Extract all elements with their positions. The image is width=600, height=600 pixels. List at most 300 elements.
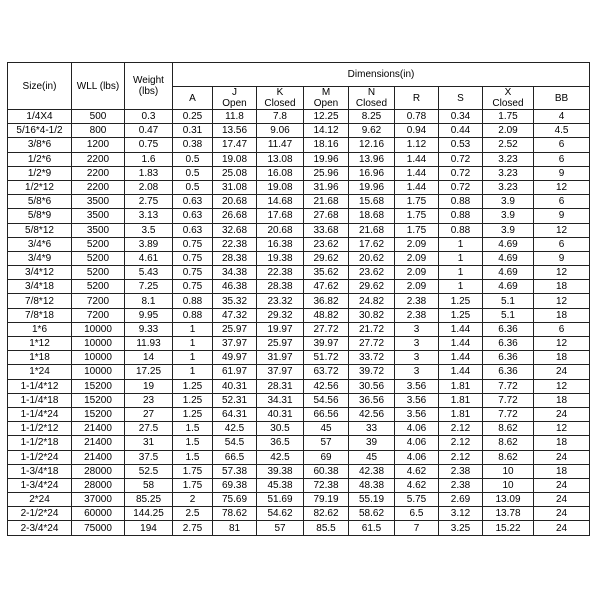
- table-cell: 2.09: [395, 266, 439, 280]
- table-cell: 19.96: [349, 180, 395, 194]
- table-cell: 58: [125, 478, 173, 492]
- table-cell: 78.62: [213, 507, 257, 521]
- table-cell: 21400: [72, 450, 125, 464]
- table-cell: 1.75: [395, 223, 439, 237]
- table-cell: 2.09: [395, 280, 439, 294]
- table-cell: 17.47: [213, 138, 257, 152]
- table-cell: 24: [534, 521, 590, 535]
- table-cell: 0.88: [173, 294, 213, 308]
- table-cell: 18: [534, 280, 590, 294]
- table-cell: 2.5: [173, 507, 213, 521]
- table-cell: 19.08: [257, 180, 304, 194]
- table-cell: 61.97: [213, 365, 257, 379]
- table-cell: 60.38: [304, 464, 349, 478]
- table-cell: 85.5: [304, 521, 349, 535]
- table-cell: 30.56: [349, 379, 395, 393]
- header-x-label: X: [504, 87, 512, 98]
- table-cell: 0.94: [395, 124, 439, 138]
- table-cell: 21.68: [304, 195, 349, 209]
- table-cell: 12: [534, 223, 590, 237]
- table-cell: 7/8*12: [8, 294, 72, 308]
- table-cell: 2*24: [8, 493, 72, 507]
- table-cell: 48.38: [349, 478, 395, 492]
- table-cell: 8.1: [125, 294, 173, 308]
- table-cell: 1.25: [439, 308, 483, 322]
- table-cell: 0.47: [125, 124, 173, 138]
- table-cell: 23.62: [304, 237, 349, 251]
- table-cell: 6.5: [395, 507, 439, 521]
- table-cell: 1: [439, 280, 483, 294]
- table-cell: 0.5: [173, 166, 213, 180]
- table-cell: 26.68: [213, 209, 257, 223]
- shackle-dimensions-table: [7, 62, 590, 536]
- table-cell: 5/8*12: [8, 223, 72, 237]
- table-cell: 23.32: [257, 294, 304, 308]
- table-cell: 3.56: [395, 407, 439, 421]
- header-size: Size(in): [8, 63, 72, 110]
- table-cell: 6.36: [483, 337, 534, 351]
- table-cell: 2-3/4*24: [8, 521, 72, 535]
- table-cell: 1.81: [439, 407, 483, 421]
- header-m-label: M: [321, 87, 331, 98]
- table-cell: 0.75: [173, 237, 213, 251]
- table-row: [8, 195, 590, 209]
- table-cell: 3: [395, 351, 439, 365]
- table-cell: 1: [439, 251, 483, 265]
- table-row: [8, 478, 590, 492]
- spec-table-container: [7, 62, 590, 536]
- table-cell: 1-1/4*18: [8, 393, 72, 407]
- table-cell: 3.23: [483, 180, 534, 194]
- table-cell: 9: [534, 166, 590, 180]
- header-weight-label: Weight: [133, 75, 164, 86]
- header-m-sub: Open: [313, 98, 339, 109]
- table-cell: 1.44: [439, 365, 483, 379]
- header-j-label: J: [232, 87, 237, 98]
- table-cell: 54.5: [213, 436, 257, 450]
- table-row: [8, 237, 590, 251]
- table-cell: 57: [257, 521, 304, 535]
- table-cell: 0.75: [173, 266, 213, 280]
- table-cell: 66.56: [304, 407, 349, 421]
- table-cell: 15200: [72, 407, 125, 421]
- table-cell: 8.62: [483, 436, 534, 450]
- table-cell: 39: [349, 436, 395, 450]
- table-cell: 0.75: [173, 280, 213, 294]
- table-cell: 34.31: [257, 393, 304, 407]
- table-cell: 29.32: [257, 308, 304, 322]
- table-cell: 10000: [72, 351, 125, 365]
- table-cell: 2.38: [395, 294, 439, 308]
- header-n-sub: Closed: [355, 98, 388, 109]
- table-cell: 2.09: [395, 251, 439, 265]
- table-cell: 27.72: [349, 337, 395, 351]
- table-cell: 7.8: [257, 110, 304, 124]
- table-cell: 3500: [72, 195, 125, 209]
- table-cell: 35.32: [213, 294, 257, 308]
- table-cell: 28.38: [257, 280, 304, 294]
- table-cell: 42.5: [213, 422, 257, 436]
- table-cell: 4.69: [483, 280, 534, 294]
- table-cell: 69.38: [213, 478, 257, 492]
- table-cell: 18: [534, 308, 590, 322]
- table-cell: 2.38: [439, 464, 483, 478]
- table-cell: 3: [395, 365, 439, 379]
- table-cell: 1.12: [395, 138, 439, 152]
- table-cell: 2.12: [439, 422, 483, 436]
- table-cell: 3.56: [395, 393, 439, 407]
- table-cell: 3: [395, 337, 439, 351]
- table-cell: 4.69: [483, 237, 534, 251]
- table-cell: 27.72: [304, 322, 349, 336]
- table-cell: 4.06: [395, 422, 439, 436]
- table-cell: 31.96: [304, 180, 349, 194]
- table-body: [8, 110, 590, 536]
- table-row: [8, 166, 590, 180]
- table-cell: 6: [534, 195, 590, 209]
- table-cell: 11.8: [213, 110, 257, 124]
- table-cell: 1.44: [395, 166, 439, 180]
- table-cell: 19.97: [257, 322, 304, 336]
- table-cell: 1.75: [395, 209, 439, 223]
- table-cell: 48.82: [304, 308, 349, 322]
- table-cell: 1.75: [173, 464, 213, 478]
- table-cell: 6: [534, 138, 590, 152]
- table-cell: 58.62: [349, 507, 395, 521]
- header-dimensions: Dimensions(in): [173, 63, 590, 87]
- table-cell: 1-3/4*18: [8, 464, 72, 478]
- table-row: [8, 308, 590, 322]
- table-row: [8, 521, 590, 535]
- table-row: [8, 280, 590, 294]
- table-cell: 27.5: [125, 422, 173, 436]
- table-cell: 18: [534, 464, 590, 478]
- table-cell: 1: [439, 237, 483, 251]
- header-bb: BB: [534, 87, 590, 110]
- table-cell: 3/4*6: [8, 237, 72, 251]
- table-row: [8, 493, 590, 507]
- table-cell: 8.62: [483, 450, 534, 464]
- table-cell: 2.09: [483, 124, 534, 138]
- table-cell: 3.89: [125, 237, 173, 251]
- table-row: [8, 379, 590, 393]
- table-cell: 0.75: [125, 138, 173, 152]
- table-cell: 45: [304, 422, 349, 436]
- table-cell: 12.25: [304, 110, 349, 124]
- table-cell: 45.38: [257, 478, 304, 492]
- table-cell: 2200: [72, 180, 125, 194]
- table-cell: 9.95: [125, 308, 173, 322]
- table-cell: 1*6: [8, 322, 72, 336]
- table-cell: 29.62: [304, 251, 349, 265]
- table-cell: 1-1/2*12: [8, 422, 72, 436]
- table-cell: 33.72: [349, 351, 395, 365]
- table-cell: 4.06: [395, 450, 439, 464]
- table-cell: 1.5: [173, 422, 213, 436]
- table-cell: 1*18: [8, 351, 72, 365]
- table-cell: 66.5: [213, 450, 257, 464]
- table-cell: 10: [483, 478, 534, 492]
- table-cell: 6.36: [483, 351, 534, 365]
- table-cell: 1-1/2*24: [8, 450, 72, 464]
- table-cell: 2.12: [439, 450, 483, 464]
- table-cell: 61.5: [349, 521, 395, 535]
- table-cell: 6: [534, 322, 590, 336]
- table-cell: 0.63: [173, 209, 213, 223]
- header-j-sub: Open: [222, 98, 247, 109]
- table-cell: 2.38: [439, 478, 483, 492]
- table-cell: 37000: [72, 493, 125, 507]
- table-cell: 24: [534, 493, 590, 507]
- table-row: [8, 422, 590, 436]
- table-cell: 15.22: [483, 521, 534, 535]
- table-cell: 7.72: [483, 393, 534, 407]
- table-cell: 42.38: [349, 464, 395, 478]
- table-cell: 12: [534, 422, 590, 436]
- table-cell: 39.38: [257, 464, 304, 478]
- table-cell: 0.72: [439, 180, 483, 194]
- table-cell: 5200: [72, 280, 125, 294]
- table-cell: 24.82: [349, 294, 395, 308]
- table-cell: 5/16*4-1/2: [8, 124, 72, 138]
- table-cell: 4.69: [483, 266, 534, 280]
- table-cell: 18: [534, 351, 590, 365]
- table-cell: 13.08: [257, 152, 304, 166]
- table-cell: 36.56: [349, 393, 395, 407]
- table-cell: 1.75: [483, 110, 534, 124]
- table-cell: 9: [534, 251, 590, 265]
- table-cell: 5200: [72, 237, 125, 251]
- table-cell: 19.08: [213, 152, 257, 166]
- table-cell: 1.83: [125, 166, 173, 180]
- table-cell: 12: [534, 379, 590, 393]
- table-cell: 25.97: [213, 322, 257, 336]
- table-cell: 3.13: [125, 209, 173, 223]
- table-cell: 29.62: [349, 280, 395, 294]
- table-cell: 23.62: [349, 266, 395, 280]
- header-r: R: [395, 87, 439, 110]
- table-cell: 6: [534, 237, 590, 251]
- table-cell: 10000: [72, 365, 125, 379]
- table-row: [8, 209, 590, 223]
- table-cell: 36.82: [304, 294, 349, 308]
- table-cell: 1.75: [395, 195, 439, 209]
- table-cell: 20.62: [349, 251, 395, 265]
- table-cell: 16.08: [257, 166, 304, 180]
- header-weight: [125, 63, 173, 110]
- table-cell: 0.53: [439, 138, 483, 152]
- table-cell: 14.12: [304, 124, 349, 138]
- table-cell: 15200: [72, 379, 125, 393]
- table-cell: 0.88: [439, 195, 483, 209]
- table-cell: 10000: [72, 322, 125, 336]
- table-cell: 1.81: [439, 379, 483, 393]
- table-cell: 27: [125, 407, 173, 421]
- table-cell: 52.5: [125, 464, 173, 478]
- table-cell: 28.38: [213, 251, 257, 265]
- table-cell: 9.33: [125, 322, 173, 336]
- table-cell: 1: [439, 266, 483, 280]
- table-cell: 47.32: [213, 308, 257, 322]
- table-cell: 27.68: [304, 209, 349, 223]
- table-cell: 0.72: [439, 152, 483, 166]
- table-cell: 20.68: [213, 195, 257, 209]
- table-cell: 1.25: [173, 379, 213, 393]
- table-cell: 9: [534, 209, 590, 223]
- table-cell: 19.96: [304, 152, 349, 166]
- table-cell: 33: [349, 422, 395, 436]
- table-cell: 0.63: [173, 223, 213, 237]
- table-cell: 54.56: [304, 393, 349, 407]
- table-cell: 14.68: [257, 195, 304, 209]
- table-cell: 2.75: [173, 521, 213, 535]
- table-cell: 12: [534, 294, 590, 308]
- table-cell: 1.81: [439, 393, 483, 407]
- table-cell: 5.43: [125, 266, 173, 280]
- table-cell: 42.5: [257, 450, 304, 464]
- table-row: [8, 152, 590, 166]
- table-cell: 1*24: [8, 365, 72, 379]
- table-cell: 0.78: [395, 110, 439, 124]
- table-cell: 800: [72, 124, 125, 138]
- table-cell: 1-3/4*24: [8, 478, 72, 492]
- table-cell: 51.72: [304, 351, 349, 365]
- header-j: [213, 87, 257, 110]
- table-cell: 2.75: [125, 195, 173, 209]
- table-cell: 5.1: [483, 308, 534, 322]
- table-row: [8, 450, 590, 464]
- table-cell: 3.9: [483, 223, 534, 237]
- table-cell: 12: [534, 337, 590, 351]
- table-cell: 3/4*9: [8, 251, 72, 265]
- table-cell: 15200: [72, 393, 125, 407]
- table-cell: 36.5: [257, 436, 304, 450]
- table-row: [8, 251, 590, 265]
- table-cell: 45: [349, 450, 395, 464]
- table-cell: 1.5: [173, 436, 213, 450]
- table-cell: 0.31: [173, 124, 213, 138]
- table-cell: 30.82: [349, 308, 395, 322]
- table-cell: 37.97: [257, 365, 304, 379]
- table-cell: 81: [213, 521, 257, 535]
- table-cell: 40.31: [257, 407, 304, 421]
- table-cell: 47.62: [304, 280, 349, 294]
- table-cell: 0.75: [173, 251, 213, 265]
- table-cell: 40.31: [213, 379, 257, 393]
- table-cell: 12: [534, 266, 590, 280]
- table-cell: 3/4*12: [8, 266, 72, 280]
- table-cell: 3.56: [395, 379, 439, 393]
- table-cell: 14: [125, 351, 173, 365]
- table-cell: 3: [395, 322, 439, 336]
- table-cell: 7: [395, 521, 439, 535]
- table-cell: 1: [173, 365, 213, 379]
- table-cell: 1.25: [173, 393, 213, 407]
- table-cell: 1.44: [439, 322, 483, 336]
- table-row: [8, 436, 590, 450]
- table-cell: 8.62: [483, 422, 534, 436]
- table-cell: 17.25: [125, 365, 173, 379]
- table-cell: 25.97: [257, 337, 304, 351]
- table-cell: 72.38: [304, 478, 349, 492]
- table-cell: 23: [125, 393, 173, 407]
- table-cell: 16.38: [257, 237, 304, 251]
- table-cell: 3500: [72, 209, 125, 223]
- table-row: [8, 223, 590, 237]
- table-cell: 18.16: [304, 138, 349, 152]
- table-cell: 63.72: [304, 365, 349, 379]
- header-n: [349, 87, 395, 110]
- table-cell: 1-1/4*12: [8, 379, 72, 393]
- table-cell: 28.31: [257, 379, 304, 393]
- table-cell: 35.62: [304, 266, 349, 280]
- table-cell: 13.96: [349, 152, 395, 166]
- header-weight-unit: (lbs): [138, 86, 159, 97]
- table-cell: 3.23: [483, 166, 534, 180]
- table-cell: 82.62: [304, 507, 349, 521]
- table-cell: 1.44: [395, 152, 439, 166]
- header-k-sub: Closed: [264, 98, 296, 109]
- table-cell: 69: [304, 450, 349, 464]
- table-cell: 0.25: [173, 110, 213, 124]
- table-cell: 2.69: [439, 493, 483, 507]
- table-cell: 1/2*12: [8, 180, 72, 194]
- table-cell: 144.25: [125, 507, 173, 521]
- table-cell: 6.36: [483, 365, 534, 379]
- table-cell: 1.25: [173, 407, 213, 421]
- table-cell: 24: [534, 407, 590, 421]
- table-cell: 3.9: [483, 209, 534, 223]
- table-cell: 33.68: [304, 223, 349, 237]
- table-cell: 0.38: [173, 138, 213, 152]
- table-cell: 32.68: [213, 223, 257, 237]
- table-row: [8, 110, 590, 124]
- table-cell: 4.69: [483, 251, 534, 265]
- table-cell: 10000: [72, 337, 125, 351]
- table-cell: 39.72: [349, 365, 395, 379]
- table-cell: 0.3: [125, 110, 173, 124]
- table-cell: 0.88: [439, 223, 483, 237]
- table-cell: 4.62: [395, 464, 439, 478]
- table-cell: 34.38: [213, 266, 257, 280]
- table-cell: 24: [534, 365, 590, 379]
- table-cell: 1200: [72, 138, 125, 152]
- table-cell: 4.62: [395, 478, 439, 492]
- table-cell: 24: [534, 450, 590, 464]
- table-cell: 6.36: [483, 322, 534, 336]
- table-cell: 85.25: [125, 493, 173, 507]
- table-cell: 5.1: [483, 294, 534, 308]
- table-cell: 12.16: [349, 138, 395, 152]
- table-cell: 75000: [72, 521, 125, 535]
- table-cell: 0.72: [439, 166, 483, 180]
- table-cell: 3.12: [439, 507, 483, 521]
- table-cell: 13.09: [483, 493, 534, 507]
- table-cell: 2.38: [395, 308, 439, 322]
- table-cell: 3500: [72, 223, 125, 237]
- table-cell: 24: [534, 507, 590, 521]
- table-cell: 31: [125, 436, 173, 450]
- table-cell: 2.52: [483, 138, 534, 152]
- table-cell: 1.44: [439, 337, 483, 351]
- table-cell: 2-1/2*24: [8, 507, 72, 521]
- table-cell: 5200: [72, 251, 125, 265]
- table-cell: 1/2*6: [8, 152, 72, 166]
- table-cell: 18: [534, 436, 590, 450]
- table-cell: 5.75: [395, 493, 439, 507]
- table-cell: 52.31: [213, 393, 257, 407]
- table-cell: 57.38: [213, 464, 257, 478]
